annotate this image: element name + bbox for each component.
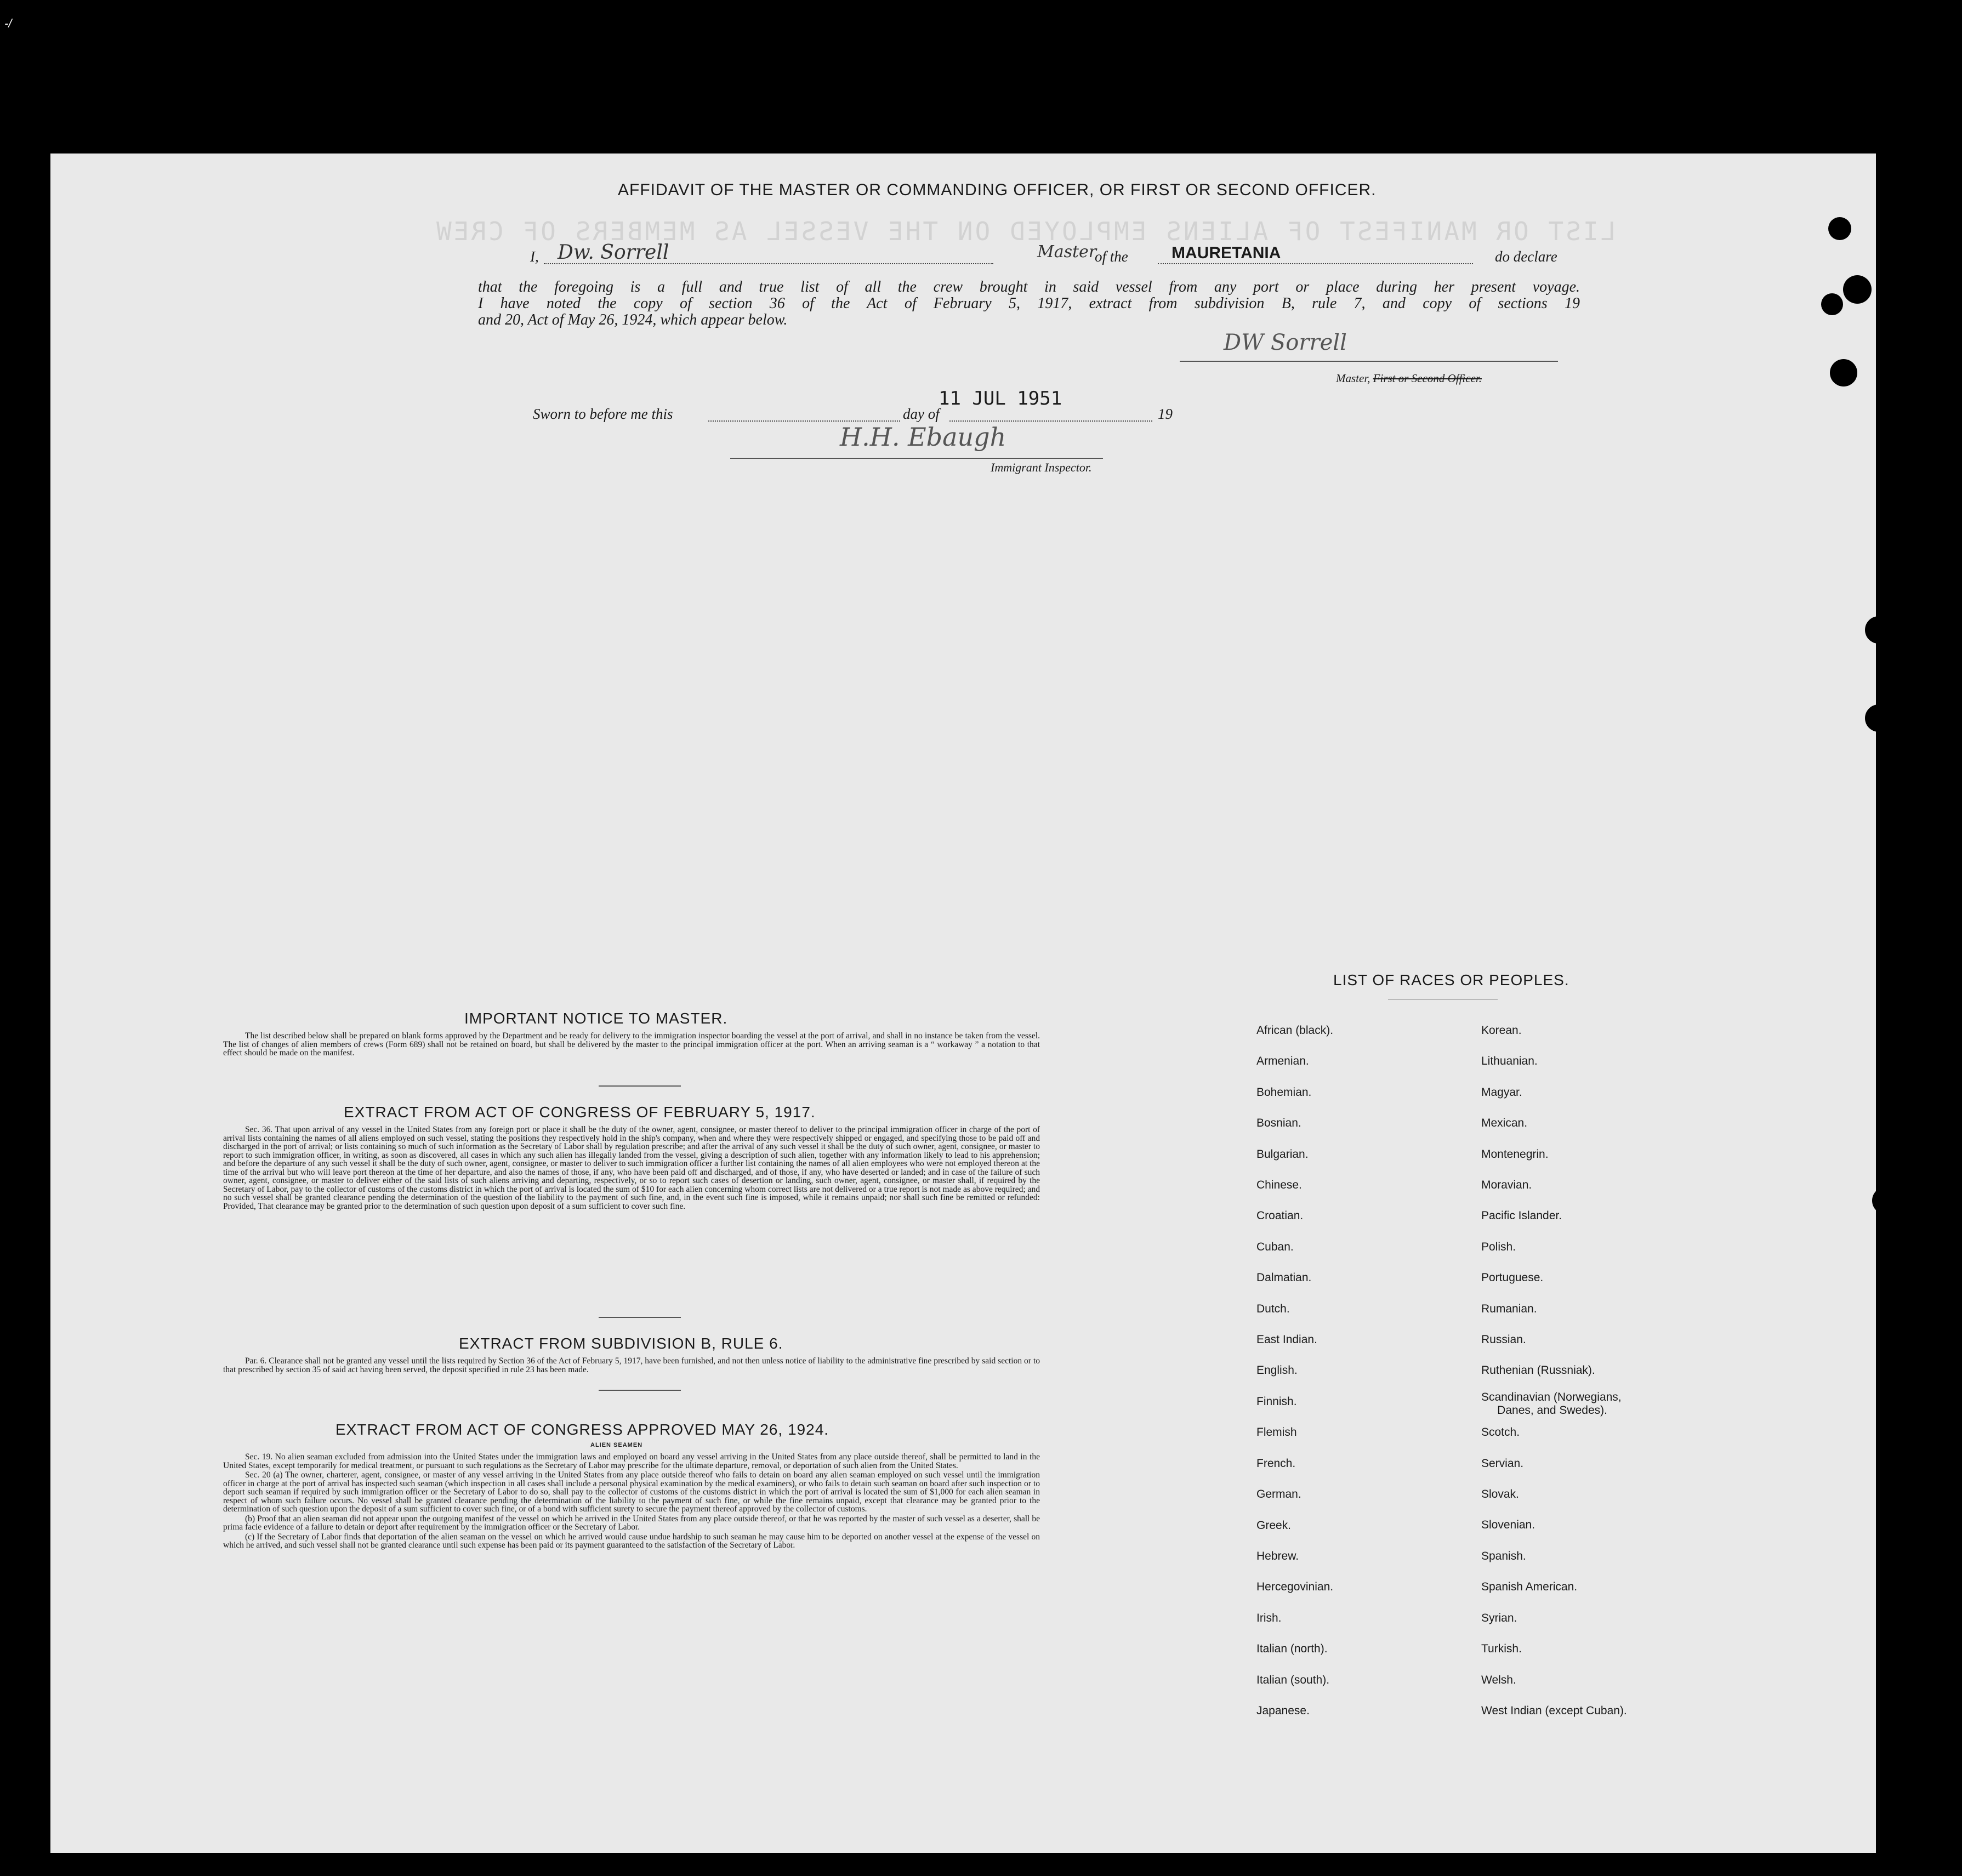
- sworn-text: Sworn to before me this: [533, 406, 673, 422]
- binder-hole: [1830, 359, 1857, 386]
- affidavit-title: AFFIDAVIT OF THE MASTER OR COMMANDING OFFICER, OR FIRST OR SECOND OFFICER.: [618, 181, 1377, 199]
- master-label-text: Master,: [1336, 372, 1370, 385]
- race-item: Flemish: [1256, 1426, 1297, 1439]
- race-item: Hebrew.: [1256, 1549, 1299, 1562]
- race-item: Korean.: [1481, 1024, 1522, 1037]
- binder-hole: [1843, 275, 1872, 304]
- notice-title: IMPORTANT NOTICE TO MASTER.: [464, 1010, 728, 1027]
- race-item: Croatian.: [1256, 1209, 1304, 1223]
- extract-1917-title: EXTRACT FROM ACT OF CONGRESS OF FEBRUARY 5, 1917.: [344, 1104, 816, 1121]
- binder-hole: [1865, 704, 1892, 732]
- race-item: Mexican.: [1481, 1117, 1528, 1130]
- affidavit-line-2: that the foregoing is a full and true list of all the crew brought in said vessel from any port or place during her present voyage.: [478, 278, 1580, 295]
- day-of-label: day of: [903, 406, 940, 422]
- binder-hole: [1881, 1612, 1909, 1639]
- race-item: Rumanian.: [1481, 1302, 1537, 1315]
- binder-hole: [1865, 616, 1892, 644]
- race-item: Bulgarian.: [1256, 1147, 1309, 1161]
- binder-hole: [1821, 293, 1843, 315]
- races-left-column: [1256, 1015, 1465, 1726]
- race-item: Chinese.: [1256, 1179, 1302, 1192]
- rule-6-title: EXTRACT FROM SUBDIVISION B, RULE 6.: [459, 1335, 783, 1352]
- race-item: Dalmatian.: [1256, 1271, 1312, 1284]
- race-item: Servian.: [1481, 1457, 1524, 1470]
- document-page: [50, 154, 1876, 1853]
- binder-hole: [1872, 1187, 1900, 1214]
- race-item: Portuguese.: [1481, 1271, 1544, 1284]
- extract-1924-title: EXTRACT FROM ACT OF CONGRESS APPROVED MAY 26, 1924.: [335, 1421, 829, 1438]
- race-item: Dutch.: [1256, 1302, 1290, 1315]
- section-20b-paragraph: (b) Proof that an alien seaman did not appear upon the outgoing manifest of the vessel on which he arrived in the United States from any place outside thereof, or that he was reported by the master of such vessel as a deserter, shall be prima facie evidence of a failure to detain or deport after requirement by the immigration officer or the Secretary of Labor.: [223, 1514, 1040, 1532]
- master-label: [1336, 372, 1482, 385]
- race-item: Bohemian.: [1256, 1085, 1312, 1099]
- extract-1917-text: [223, 1125, 1040, 1212]
- race-item: Ruthenian (Russniak).: [1481, 1364, 1595, 1377]
- notice-paragraph: The list described below shall be prepared on blank forms approved by the Department and be ready for delivery to the immigration inspector boarding the vessel at the port of arrival, and shall in no instance be taken from the vessel. The list of changes of alien members of crews (Form 689) shall not be retained on board, but shall be delivered by the master to the principal immigration officer at the port. When an arriving seaman is a “ workaway ” a notation to that effect should be made on the manifest.: [223, 1031, 1040, 1058]
- race-item: Spanish.: [1481, 1549, 1526, 1562]
- race-item: Japanese.: [1256, 1704, 1310, 1717]
- vessel-name: MAURETANIA: [1171, 244, 1281, 262]
- extract-1924-text: [223, 1453, 1040, 1551]
- race-item: German.: [1256, 1488, 1301, 1501]
- race-item: Turkish.: [1481, 1642, 1522, 1656]
- race-item: Bosnian.: [1256, 1117, 1301, 1130]
- race-item: Italian (south).: [1256, 1673, 1330, 1686]
- corner-mark: -/: [4, 16, 12, 30]
- race-item: Armenian.: [1256, 1055, 1309, 1068]
- race-item: Finnish.: [1256, 1395, 1297, 1408]
- race-item: English.: [1256, 1364, 1298, 1377]
- rule-6-paragraph: Par. 6. Clearance shall not be granted any vessel until the lists required by Section 36 of the Act of February 5, 1917, have been furnished, and not then unless notice of liability to the administrative fine prescribed by said section or to that prescribed by section 35 of said act having been served, the deposit specified in rule 23 has been made.: [223, 1356, 1040, 1374]
- race-item: Syrian.: [1481, 1611, 1517, 1624]
- race-item: Slovak.: [1481, 1488, 1519, 1501]
- do-declare-label: do declare: [1495, 248, 1557, 265]
- race-item: Italian (north).: [1256, 1642, 1328, 1656]
- affidavit-line-4: and 20, Act of May 26, 1924, which appear below.: [478, 311, 788, 328]
- race-item: Spanish American.: [1481, 1581, 1578, 1594]
- bleed-through-text: LIST OR MANIFEST OF ALIENS EMPLOYED ON THE VESSEL AS MEMBERS OF CREW: [434, 217, 1616, 246]
- of-the-label: of the: [1095, 248, 1128, 265]
- race-item: Irish.: [1256, 1611, 1282, 1624]
- affidavit-line-3: I have noted the copy of section 36 of the Act of February 5, 1917, extract from subdivision B, rule 7, and copy of sections 19: [478, 295, 1580, 312]
- master-name: Dw. Sorrell: [558, 241, 669, 264]
- race-item: West Indian (except Cuban).: [1481, 1704, 1627, 1717]
- extract-1917-paragraph: Sec. 36. That upon arrival of any vessel in the United States from any foreign port or place it shall be the duty of the owner, agent, consignee, or master thereof to deliver to the principal immigration officer in charge of the port of arrival lists containing the names of all aliens employed on such vessel, stating the positions they respectively hold in the ship's company, when and where they were respectively shipped or engaged, and specifying those to be paid off and discharged in the port of arrival; or lists containing so much of such information as the Secretary of Labor shall by regulation prescribe; and after the arrival of any such vessel it shall be the duty of such owner, agent, consignee, or master to report to such immigration officer, in writing, as soon as discovered, all cases in which any such alien has illegally landed from the vessel, giving a description of such alien, together with any information likely to lead to his apprehension; and before the departure of any such vessel it shall be the duty of such owner, agent, consignee, or master to deliver to such immigration officer a further list containing the names of all alien employees who were not employed thereon at the time of the arrival but who will leave port thereon at the time of her departure, and also the names of those, if any, who have been paid off and discharged, and of those, if any, who have deserted or landed; and in case of the failure of such owner, agent, consignee, or master to deliver either of the said lists of such aliens arriving and departing, respectively, or so to report such cases of desertion or landing, such owner, agent, consignee, or master shall, if required by the Secretary of Labor, pay to the collector of customs of the customs district in which the port of arrival is located the sum of $10 for each alien concerning whom correct lists are not delivered or a true report is not made as above required; and no such vessel shall be granted clearance pending the determination of the question of the liability to the payment of such fine, and, in the event such fine is imposed, while it remains unpaid; nor shall such fine be remitted or refunded: Provided, That clearance may be granted prior to the determination of such question upon deposit of a sum sufficient to cover such fine.: [223, 1125, 1040, 1211]
- race-item: East Indian.: [1256, 1333, 1317, 1346]
- race-item: Welsh.: [1481, 1673, 1516, 1686]
- section-19-paragraph: Sec. 19. No alien seaman excluded from admission into the United States under the immigration laws and employed on board any vessel arriving in the United States from any place outside thereof, shall be permitted to land in the United States, except temporarily for medical treatment, or pursuant to such regulations as the Secretary of Labor may prescribe for the ultimate departure, removal, or deportation of such alien from the United States.: [223, 1452, 1040, 1470]
- section-20a-paragraph: Sec. 20 (a) The owner, charterer, agent, consignee, or master of any vessel arriving in the United States from any place outside thereof who fails to detain on board any alien seaman employed on such vessel until the immigration officer in charge at the port of arrival has inspected such seaman (which inspection in all cases shall include a personal physical examination by the medical examiners), or who fails to detain such seaman on board after such inspection or to deport such seaman if required by such immigration officer or the Secretary of Labor to do so, shall pay to the collector of customs of the customs district in which the port of arrival is located the sum of $1,000 for each alien seaman in respect of whom such failure occurs. No vessel shall be granted clearance pending the determination of the liability to the payment of such fine, or while the fine remains unpaid, except that clearance may be granted prior to the determination of such question upon the deposit of a sum sufficient to cover such fine, or of a bond with sufficient surety to secure the payment thereof approved by the collector of customs.: [223, 1470, 1040, 1514]
- binder-hole: [1878, 1275, 1905, 1302]
- race-item: Lithuanian.: [1481, 1055, 1538, 1068]
- race-item: Scandinavian (Norwegians, Danes, and Swedes).: [1481, 1390, 1622, 1417]
- year-prefix: 19: [1158, 406, 1173, 422]
- race-item: Cuban.: [1256, 1240, 1294, 1253]
- inspector-label: Immigrant Inspector.: [991, 461, 1092, 474]
- races-title: LIST OF RACES OR PEOPLES.: [1333, 971, 1569, 988]
- race-item: African (black).: [1256, 1024, 1334, 1037]
- race-item: Hercegovinian.: [1256, 1581, 1334, 1594]
- race-item: Greek.: [1256, 1519, 1292, 1532]
- section-20c-paragraph: (c) If the Secretary of Labor finds that deportation of the alien seaman on the vessel on which he arrived would cause undue hardship to such seaman he may cause him to be deported on another vessel at the expense of the vessel on which he arrived, and such vessel shall not be granted clearance until such expense has been paid or its payment guaranteed to the satisfaction of the Secretary of Labor.: [223, 1532, 1040, 1550]
- race-item: French.: [1256, 1457, 1296, 1470]
- race-item: Pacific Islander.: [1481, 1209, 1562, 1223]
- master-signature: DW Sorrell: [1224, 330, 1347, 355]
- race-item: Moravian.: [1481, 1179, 1532, 1192]
- race-item: Slovenian.: [1481, 1519, 1536, 1532]
- rule-6-text: [223, 1357, 1040, 1375]
- race-item: Montenegrin.: [1481, 1147, 1549, 1161]
- inspector-signature: H.H. Ebaugh: [840, 422, 1006, 452]
- extract-1924-subtitle: ALIEN SEAMEN: [590, 1442, 643, 1448]
- races-right-column: [1481, 1015, 1722, 1726]
- race-item: Magyar.: [1481, 1085, 1522, 1099]
- binder-hole: [1828, 217, 1851, 240]
- master-label-struck: First or Second Officer.: [1373, 372, 1482, 385]
- race-item: Scotch.: [1481, 1426, 1520, 1439]
- i-label: I,: [530, 248, 539, 265]
- notice-text: [223, 1032, 1040, 1059]
- date-stamp: 11 JUL 1951: [939, 388, 1062, 410]
- master-rank: Master: [1037, 242, 1097, 261]
- race-item: Polish.: [1481, 1240, 1516, 1253]
- race-item: Russian.: [1481, 1333, 1526, 1346]
